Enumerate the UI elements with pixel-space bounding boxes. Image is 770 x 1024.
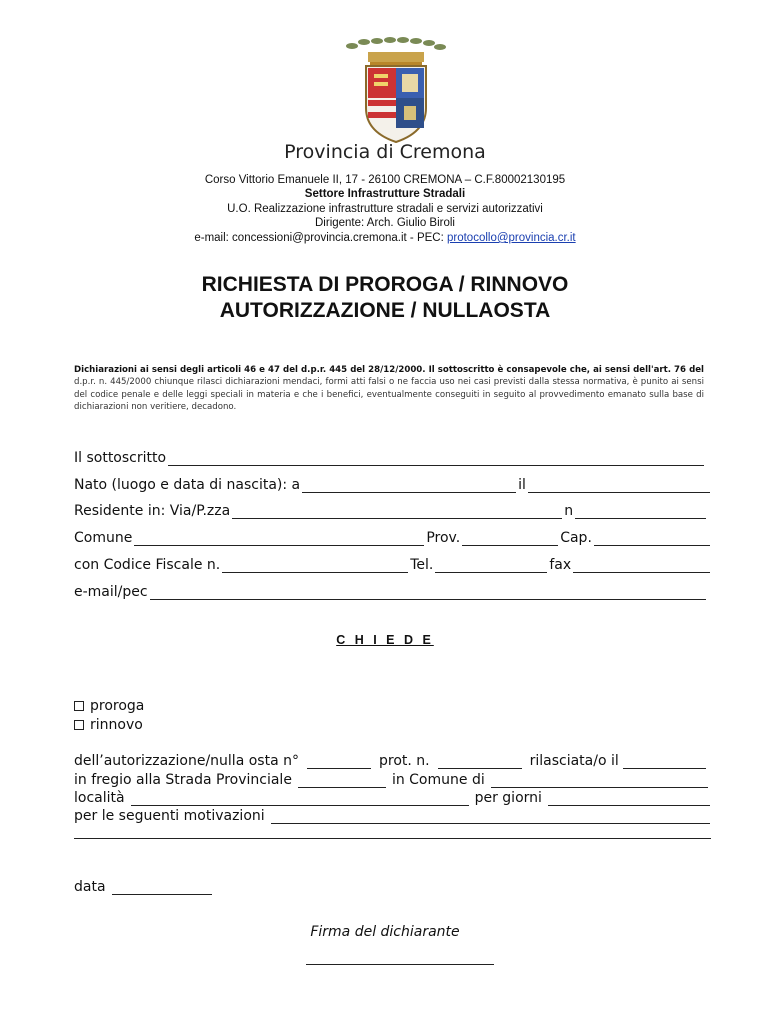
- label-n: n: [564, 503, 574, 519]
- input-cap[interactable]: [594, 531, 710, 546]
- input-motivazioni-continued[interactable]: [74, 838, 711, 839]
- label-data: data: [74, 879, 106, 895]
- label-residente: Residente in: Via/P.zza: [74, 503, 231, 519]
- input-data-rilascio[interactable]: [623, 754, 706, 769]
- checkbox-proroga[interactable]: [74, 701, 84, 711]
- option-rinnovo-label: rinnovo: [90, 717, 143, 733]
- input-tel[interactable]: [435, 558, 547, 573]
- province-crest-logo: [330, 36, 460, 146]
- input-luogo-nascita[interactable]: [302, 478, 516, 493]
- title-line-2: AUTORIZZAZIONE / NULLAOSTA: [219, 299, 551, 322]
- chiede-heading: C H I E D E: [336, 633, 434, 647]
- declaration-bold: Dichiarazioni ai sensi degli articoli 46 e 47 del d.p.r. 445 del 28/12/2000. Il sottoscritto è consapevole che, ai sensi dell'art. 76 del: [74, 365, 704, 375]
- legal-declaration: [74, 364, 704, 413]
- input-prov[interactable]: [462, 531, 558, 546]
- row-fregio: [74, 772, 712, 788]
- input-codice-fiscale[interactable]: [222, 558, 408, 573]
- signature-label: Firma del dichiarante: [310, 924, 460, 940]
- input-motivazioni[interactable]: [271, 809, 710, 824]
- input-comune[interactable]: [134, 531, 424, 546]
- row-residente: [74, 503, 712, 519]
- row-localita: [74, 790, 712, 806]
- input-giorni[interactable]: [548, 791, 710, 806]
- label-in-comune: in Comune di: [391, 772, 485, 788]
- input-fax[interactable]: [573, 558, 710, 573]
- input-civico[interactable]: [575, 504, 706, 519]
- row-motivazioni: [74, 808, 712, 824]
- checkbox-rinnovo[interactable]: [74, 720, 84, 730]
- address-line: Corso Vittorio Emanuele II, 17 - 26100 CREMONA – C.F.80002130195: [204, 174, 566, 186]
- label-sottoscritto: Il sottoscritto: [74, 450, 167, 466]
- label-motivazioni: per le seguenti motivazioni: [74, 808, 265, 824]
- contact-line: [0, 231, 770, 246]
- option-rinnovo[interactable]: [74, 717, 143, 733]
- input-strada-provinciale[interactable]: [298, 773, 386, 788]
- pec-link[interactable]: protocollo@provincia.cr.it: [446, 232, 576, 244]
- label-comune: Comune: [74, 530, 133, 546]
- input-sottoscritto[interactable]: [168, 451, 704, 466]
- label-localita: località: [74, 790, 125, 806]
- option-proroga[interactable]: [74, 698, 144, 714]
- row-sottoscritto: [74, 450, 712, 466]
- option-proroga-label: proroga: [90, 698, 145, 714]
- label-prot: prot. n.: [378, 753, 430, 769]
- row-data: [74, 879, 234, 895]
- label-fregio: in fregio alla Strada Provinciale: [74, 772, 292, 788]
- manager-line: Dirigente: Arch. Giulio Biroli: [315, 217, 455, 229]
- input-localita[interactable]: [131, 791, 469, 806]
- input-prot[interactable]: [438, 754, 522, 769]
- label-tel: Tel.: [410, 557, 434, 573]
- label-rilasciata: rilasciata/o il: [529, 753, 619, 769]
- label-email: e-mail/pec: [74, 584, 148, 600]
- label-nato: Nato (luogo e data di nascita): a: [74, 477, 301, 493]
- signature-line[interactable]: [306, 964, 494, 965]
- input-data-nascita[interactable]: [528, 478, 710, 493]
- sector-name: Settore Infrastrutture Stradali: [304, 188, 466, 200]
- row-codice-fiscale: [74, 557, 712, 573]
- input-autorizzazione-numero[interactable]: [307, 754, 371, 769]
- input-via[interactable]: [232, 504, 562, 519]
- label-fax: fax: [549, 557, 572, 573]
- label-autorizzazione: dell’autorizzazione/nulla osta n°: [74, 753, 299, 769]
- input-data[interactable]: [112, 880, 212, 895]
- email-text: e-mail: concessioni@provincia.cremona.it - PEC:: [194, 232, 447, 244]
- label-prov: Prov.: [426, 530, 461, 546]
- title-line-1: RICHIESTA DI PROROGA / RINNOVO: [201, 273, 569, 296]
- row-comune: [74, 530, 712, 546]
- input-in-comune[interactable]: [491, 773, 708, 788]
- declaration-text: d.p.r. n. 445/2000 chiunque rilasci dichiarazioni mendaci, formi atti falsi o ne faccia uso nei casi previsti dalla stessa normativa, è punito ai sensi del codice penale e delle leggi speciali in materia e che i benefici, eventualmente conseguiti in seguito al provvedimento emanato sulla base di dichiarazioni non veritiere, decadono.: [74, 377, 704, 412]
- label-codice-fiscale: con Codice Fiscale n.: [74, 557, 221, 573]
- row-nato: [74, 477, 712, 493]
- label-cap: Cap.: [560, 530, 592, 546]
- label-per-giorni: per giorni: [474, 790, 542, 806]
- input-email[interactable]: [150, 585, 706, 600]
- label-il: il: [518, 477, 526, 493]
- document-title: [0, 272, 770, 324]
- row-autorizzazione: [74, 753, 712, 769]
- unit-name: U.O. Realizzazione infrastrutture stradali e servizi autorizzativi: [227, 203, 543, 215]
- organization-name: Provincia di Cremona: [284, 141, 486, 163]
- row-email: [74, 584, 712, 600]
